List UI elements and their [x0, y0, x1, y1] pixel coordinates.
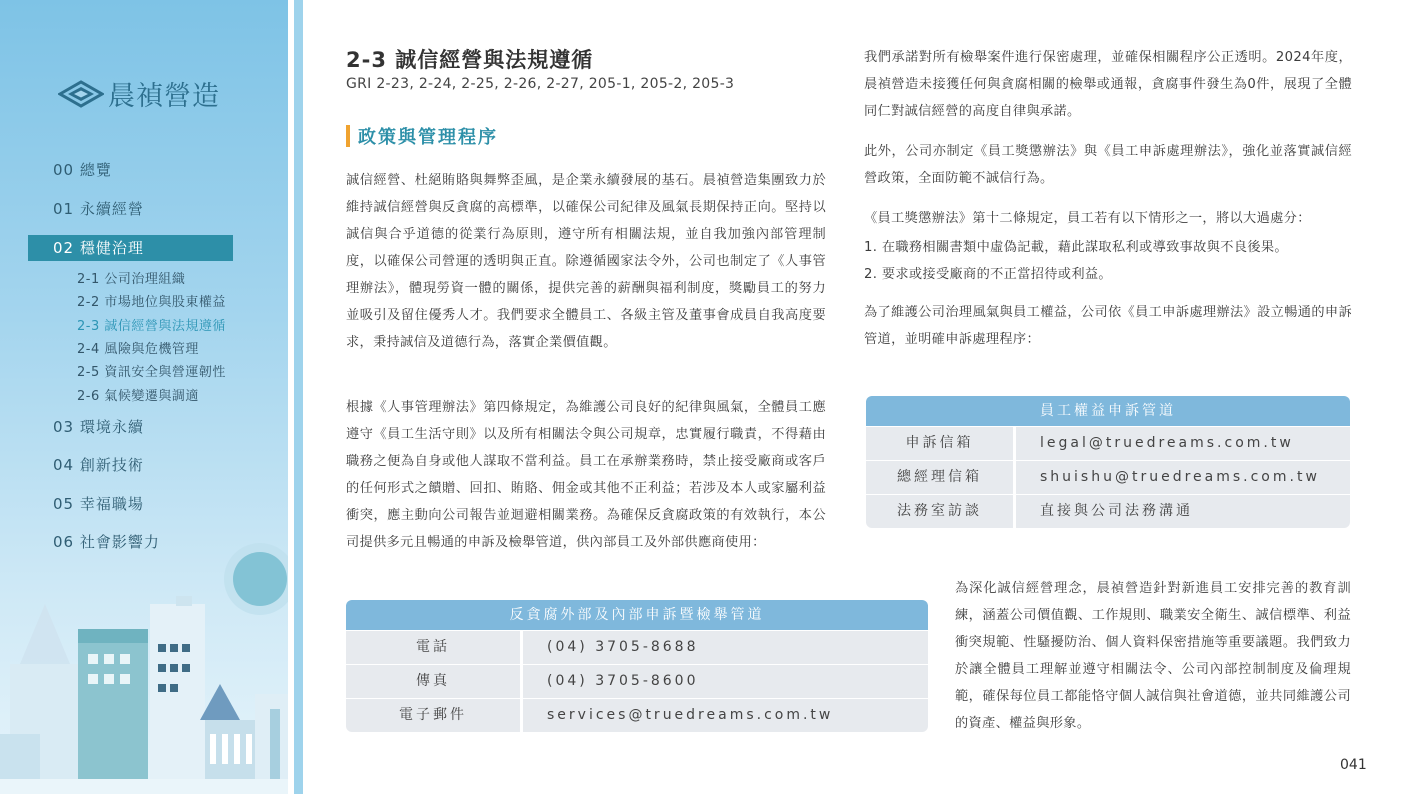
table-key: 總經理信箱 — [866, 461, 1013, 494]
table-row — [866, 495, 1350, 528]
logo-text: 晨禎營造 — [108, 81, 220, 112]
sub-item-2-2[interactable]: 2-2 市場地位與股東權益 — [77, 295, 226, 310]
legal-office-value: 直接與公司法務溝通 — [1016, 495, 1350, 528]
sub-item-2-6[interactable]: 2-6 氣候變遷與調適 — [77, 389, 199, 404]
city-skyline-illustration — [0, 534, 288, 794]
paragraph-confidentiality: 我們承諾對所有檢舉案件進行保密處理，並確保相關程序公正透明。2024年度，晨禎營造未接獲任何與貪腐相關的檢舉或通報，貪腐事件發生為0件，展現了全體同仁對誠信經營的高度自律與承諾。 — [864, 50, 1352, 119]
email-link[interactable]: services@truedreams.com.tw — [523, 699, 928, 732]
sub-item-2-5[interactable]: 2-5 資訊安全與營運韌性 — [77, 365, 226, 380]
table-row — [866, 461, 1350, 494]
section-title: 政策與管理程序 — [358, 127, 498, 148]
table-key: 申訴信箱 — [866, 427, 1013, 460]
list-item: 1. 在職務相關書類中虛偽記載，藉此謀取私利或導致事故與不良後果。 — [864, 240, 1288, 255]
sub-item-2-4[interactable]: 2-4 風險與危機管理 — [77, 342, 199, 357]
paragraph-reward-rules: 此外，公司亦制定《員工獎懲辦法》與《員工申訴處理辦法》，強化並落實誠信經營政策，全面防範不誠信行為。 — [864, 144, 1352, 186]
nav-item-social[interactable]: 06 社會影響力 — [53, 533, 160, 551]
anti-corruption-channels-table — [346, 600, 928, 732]
sidebar-accent-stripe — [294, 0, 303, 794]
gri-reference: GRI 2-23, 2-24, 2-25, 2-26, 2-27, 205-1, 205-2, 205-3 — [346, 76, 735, 92]
legal-email-link[interactable]: legal@truedreams.com.tw — [1016, 427, 1350, 460]
table-row — [346, 665, 928, 698]
table-header: 反貪腐外部及內部申訴暨檢舉管道 — [346, 600, 928, 630]
paragraph-training: 為深化誠信經營理念，晨禎營造針對新進員工安排完善的教育訓練，涵蓋公司價值觀、工作規則、職業安全衛生、誠信標準、利益衝突規範、性騷擾防治、個人資料保密措施等重要議題。我們致力於讓全體員工理解並遵守相關法令、公司內部控制制度及倫理規範，確保每位員工都能恪守個人誠信與社會道德，並共同維護公司的資產、權益與形象。 — [955, 581, 1351, 731]
table-key: 傳真 — [346, 665, 520, 698]
section-marker — [346, 125, 350, 147]
table-row — [346, 631, 928, 664]
nav-item-workplace[interactable]: 05 幸福職場 — [53, 495, 144, 513]
list-item: 2. 要求或接受廠商的不正當招待或利益。 — [864, 267, 1112, 282]
paragraph-penalty-intro: 《員工獎懲辦法》第十二條規定，員工若有以下情形之一，將以大過處分： — [864, 211, 1311, 226]
table-header: 員工權益申訴管道 — [866, 396, 1350, 426]
nav-item-overview[interactable]: 00 總覽 — [53, 161, 112, 179]
fax-value: (04) 3705-8600 — [523, 665, 928, 698]
gm-email-link[interactable]: shuishu@truedreams.com.tw — [1016, 461, 1350, 494]
sub-item-2-3[interactable]: 2-3 誠信經營與法規遵循 — [77, 319, 226, 334]
table-row — [866, 427, 1350, 460]
paragraph-personnel-rules: 根據《人事管理辦法》第四條規定，為維護公司良好的紀律與風氣，全體員工應遵守《員工生活守則》以及所有相關法令與公司規章，忠實履行職責，不得藉由職務之便為自身或他人謀取不當利益。員工在承辦業務時，禁止接受廠商或客戶的任何形式之饋贈、回扣、賄賂、佣金或其他不正利益；若涉及本人或家屬利益衝突，應主動向公司報告並迴避相關業務。為確保反貪腐政策的有效執行，本公司提供多元且暢通的申訴及檢舉管道，供內部員工及外部供應商使用： — [346, 400, 826, 550]
page-title: 2-3 誠信經營與法規遵循 — [346, 48, 594, 72]
nav-item-innovation[interactable]: 04 創新技術 — [53, 456, 144, 474]
nav-item-governance[interactable]: 02 穩健治理 — [28, 235, 233, 261]
table-key: 電子郵件 — [346, 699, 520, 732]
company-logo — [58, 74, 220, 113]
table-key: 電話 — [346, 631, 520, 664]
page-number: 041 — [1340, 757, 1367, 773]
phone-value: (04) 3705-8688 — [523, 631, 928, 664]
section-heading — [346, 124, 498, 148]
logo-mark-icon — [58, 79, 104, 109]
sub-item-2-1[interactable]: 2-1 公司治理組織 — [77, 272, 186, 287]
table-row — [346, 699, 928, 732]
nav-item-sustainability[interactable]: 01 永續經營 — [53, 200, 144, 218]
sidebar — [0, 0, 288, 794]
paragraph-integrity-policy: 誠信經營、杜絕賄賂與舞弊歪風，是企業永續發展的基石。晨禎營造集團致力於維持誠信經營與反貪腐的高標準，以確保公司紀律及風氣長期保持正向。堅持以誠信與合乎道德的從業行為原則，遵守所有相關法規，並自我加強內部管理制度，以確保公司營運的透明與正直。除遵循國家法令外，公司也制定了《人事管理辦法》，體現勞資一體的關係，提供完善的薪酬與福利制度，獎勵員工的努力並吸引及留住優秀人才。我們要求全體員工、各級主管及董事會成員自我高度要求，秉持誠信及道德行為，落實企業價值觀。 — [346, 173, 826, 350]
table-key: 法務室訪談 — [866, 495, 1013, 528]
nav-item-environment[interactable]: 03 環境永續 — [53, 418, 144, 436]
employee-grievance-table — [866, 396, 1350, 528]
paragraph-grievance-channel: 為了維護公司治理風氣與員工權益，公司依《員工申訴處理辦法》設立暢通的申訴管道，並明確申訴處理程序： — [864, 305, 1352, 347]
